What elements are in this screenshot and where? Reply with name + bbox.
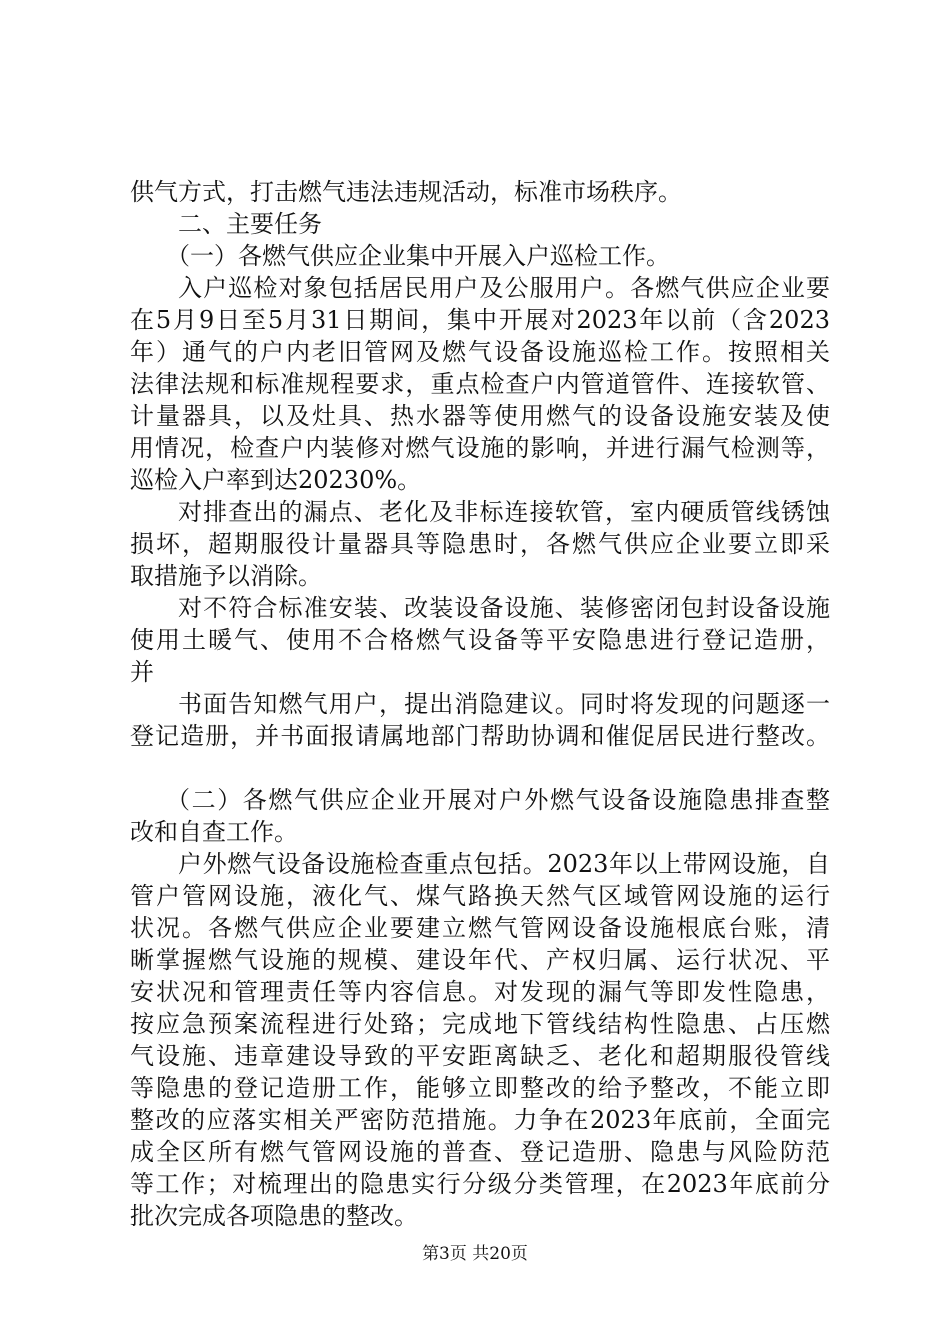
body-line: 书面告知燃气用户，提出消隐建议。同时将发现的问题逐一 bbox=[178, 690, 830, 718]
section-heading: 二、主要任务 bbox=[178, 210, 322, 238]
body-line: 年）通气的户内老旧管网及燃气设备设施巡检工作。按照相关 bbox=[130, 338, 830, 366]
body-line: 等工作；对梳理出的隐患实行分级分类管理，在2023年底前分 bbox=[130, 1170, 830, 1198]
body-line: 按应急预案流程进行处臵；完成地下管线结构性隐患、占压燃 bbox=[130, 1010, 830, 1038]
body-line: 并 bbox=[130, 658, 154, 686]
body-line: 取措施予以消除。 bbox=[130, 562, 322, 590]
body-line: 户外燃气设备设施检查重点包括。2023年以上带网设施，自 bbox=[178, 850, 830, 878]
page-footer: 第3页 共20页 bbox=[422, 1244, 528, 1264]
body-line: 安状况和管理责任等内容信息。对发现的漏气等即发性隐患， bbox=[130, 978, 830, 1006]
body-line: 气设施、违章建设导致的平安距离缺乏、老化和超期服役管线 bbox=[130, 1042, 830, 1070]
body-line: 对不符合标准安装、改装设备设施、装修密闭包封设备设施 bbox=[178, 594, 830, 622]
body-line: 批次完成各项隐患的整改。 bbox=[130, 1202, 418, 1230]
body-line: 登记造册，并书面报请属地部门帮助协调和催促居民进行整改。 bbox=[130, 722, 830, 750]
subsection-heading: （一）各燃气供应企业集中开展入户巡检工作。 bbox=[166, 242, 670, 270]
body-line: 等隐患的登记造册工作，能够立即整改的给予整改，不能立即 bbox=[130, 1074, 830, 1102]
body-line: 晰掌握燃气设施的规模、建设年代、产权归属、运行状况、平 bbox=[130, 946, 830, 974]
body-line: 用情况，检查户内装修对燃气设施的影响，并进行漏气检测等， bbox=[130, 434, 830, 462]
body-line: 损坏，超期服役计量器具等隐患时，各燃气供应企业要立即采 bbox=[130, 530, 830, 558]
subsection-heading-cont: 改和自查工作。 bbox=[130, 818, 298, 846]
body-line: 入户巡检对象包括居民用户及公服用户。各燃气供应企业要 bbox=[178, 274, 830, 302]
body-line: 供气方式，打击燃气违法违规活动，标准市场秩序。 bbox=[130, 178, 682, 206]
subsection-heading: （二）各燃气供应企业开展对户外燃气设备设施隐患排查整 bbox=[166, 786, 830, 814]
body-line: 整改的应落实相关严密防范措施。力争在2023年底前，全面完 bbox=[130, 1106, 830, 1134]
body-line: 状况。各燃气供应企业要建立燃气管网设备设施根底台账，清 bbox=[130, 914, 830, 942]
body-line: 成全区所有燃气管网设施的普查、登记造册、隐患与风险防范 bbox=[130, 1138, 830, 1166]
body-line: 巡检入户率到达20230%。 bbox=[130, 466, 422, 494]
body-line: 在5月9日至5月31日期间，集中开展对2023年以前（含2023 bbox=[130, 306, 830, 334]
body-line: 计量器具，以及灶具、热水器等使用燃气的设备设施安装及使 bbox=[130, 402, 830, 430]
body-line: 法律法规和标准规程要求，重点检查户内管道管件、连接软管、 bbox=[130, 370, 830, 398]
body-line: 管户管网设施，液化气、煤气路换天然气区域管网设施的运行 bbox=[130, 882, 830, 910]
body-line: 对排查出的漏点、老化及非标连接软管，室内硬质管线锈蚀 bbox=[178, 498, 830, 526]
body-line: 使用土暖气、使用不合格燃气设备等平安隐患进行登记造册， bbox=[130, 626, 830, 654]
